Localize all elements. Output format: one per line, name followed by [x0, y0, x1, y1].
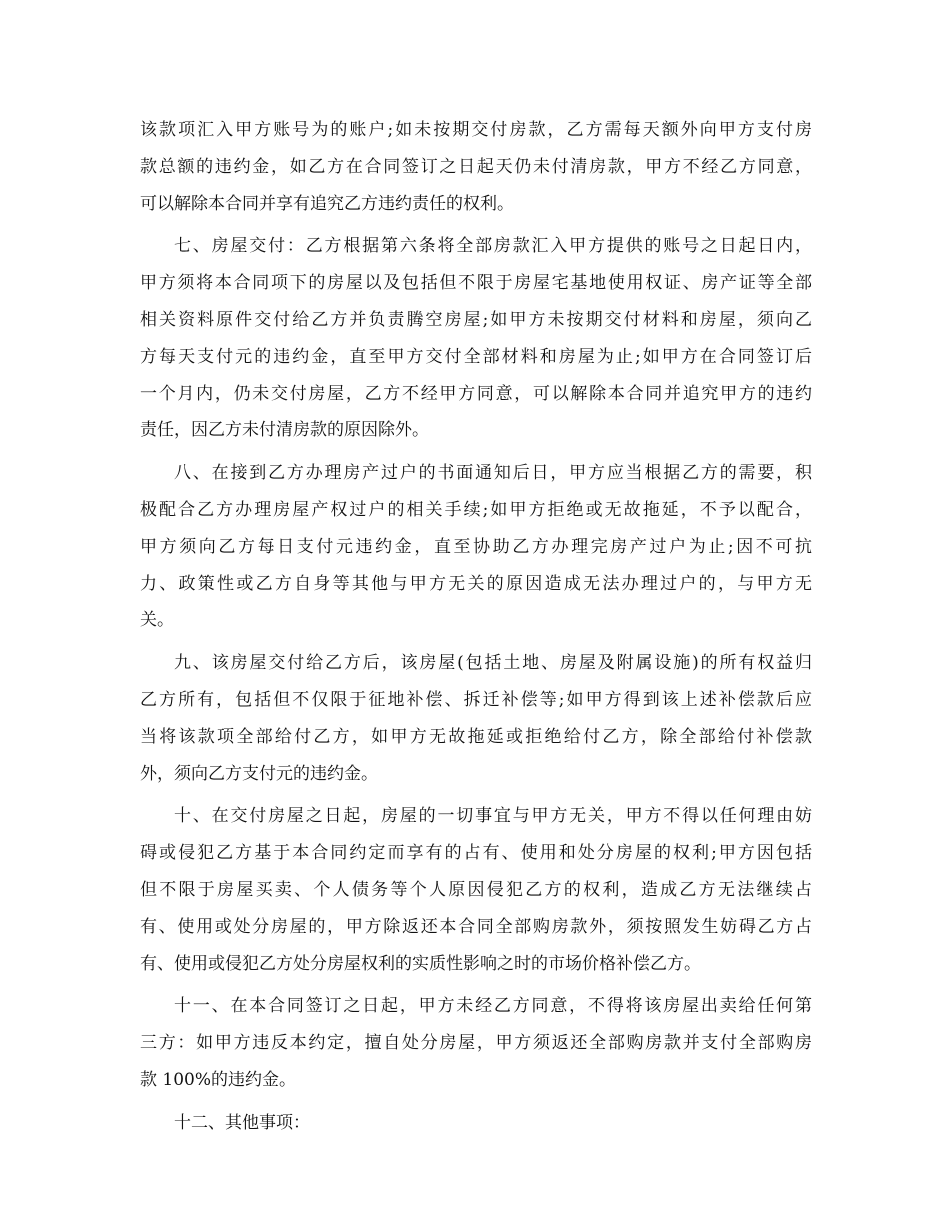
text-line: 款 100%的违约金。 [140, 1069, 297, 1090]
contract-body [140, 112, 812, 1142]
text-line: 十一、在本合同签订之日起，甲方未经乙方同意，不得将该房屋出卖给任何第 [174, 996, 812, 1017]
text-line: 有、使用或处分房屋的，甲方除返还本合同全部购房款外，须按照发生妨碍乙方占 [140, 916, 812, 937]
text-line: 关。 [140, 610, 174, 631]
text-line: 乙方所有，包括但不仅限于征地补偿、拆迁补偿等;如甲方得到该上述补偿款后应 [140, 689, 812, 710]
paragraph-clause-10 [140, 798, 812, 982]
text-line: 但不限于房屋买卖、个人债务等个人原因侵犯乙方的权利，造成乙方无法继续占 [140, 879, 812, 900]
text-line: 相关资料原件交付给乙方并负责腾空房屋;如甲方未按期交付材料和房屋，须向乙 [140, 309, 812, 330]
text-line: 责任，因乙方未付清房款的原因除外。 [140, 420, 429, 441]
paragraph-clause-12 [140, 1105, 812, 1142]
text-line: 极配合乙方办理房屋产权过户的相关手续;如甲方拒绝或无故拖延，不予以配合， [140, 499, 812, 520]
text-line: 该款项汇入甲方账号为的账户;如未按期交付房款，乙方需每天额外向甲方支付房 [140, 120, 812, 140]
text-line: 方每天支付元的违约金，直至甲方交付全部材料和房屋为止;如甲方在合同签订后 [140, 346, 812, 367]
text-line: 甲方须向乙方每日支付元违约金，直至协助乙方办理完房产过户为止;因不可抗 [140, 536, 812, 557]
text-line: 七、房屋交付：乙方根据第六条将全部房款汇入甲方提供的账号之日起日内， [174, 236, 812, 257]
text-line: 可以解除本合同并享有追究乙方违约责任的权利。 [140, 193, 514, 214]
text-line: 十、在交付房屋之日起，房屋的一切事宜与甲方无关，甲方不得以任何理由妨 [174, 806, 812, 827]
paragraph-clause-6-continued [140, 112, 812, 222]
text-line: 十二、其他事项： [174, 1112, 310, 1133]
text-line: 甲方须将本合同项下的房屋以及包括但不限于房屋宅基地使用权证、房产证等全部 [140, 273, 812, 294]
text-line: 当将该款项全部给付乙方，如甲方无故拖延或拒绝给付乙方，除全部给付补偿款 [140, 726, 812, 747]
text-line: 有、使用或侵犯乙方处分房屋权利的实质性影响之时的市场价格补偿乙方。 [140, 953, 701, 974]
text-line: 八、在接到乙方办理房产过户的书面通知后日，甲方应当根据乙方的需要，积 [174, 463, 812, 484]
paragraph-clause-9 [140, 645, 812, 792]
text-line: 一个月内，仍未交付房屋，乙方不经甲方同意，可以解除本合同并追究甲方的违约 [140, 383, 812, 404]
text-line: 款总额的违约金，如乙方在合同签订之日起天仍未付清房款，甲方不经乙方同意， [140, 156, 812, 177]
text-line: 力、政策性或乙方自身等其他与甲方无关的原因造成无法办理过户的，与甲方无 [140, 573, 812, 594]
paragraph-clause-11 [140, 988, 812, 1098]
text-line: 三方：如甲方违反本约定，擅自处分房屋，甲方须返还全部购房款并支付全部购房 [140, 1033, 812, 1054]
text-line: 碍或侵犯乙方基于本合同约定而享有的占有、使用和处分房屋的权利;甲方因包括 [140, 843, 812, 864]
paragraph-clause-7 [140, 228, 812, 449]
text-line: 外，须向乙方支付元的违约金。 [140, 763, 378, 784]
text-line: 九、该房屋交付给乙方后，该房屋(包括土地、房屋及附属设施)的所有权益归 [174, 653, 812, 674]
paragraph-clause-8 [140, 455, 812, 639]
